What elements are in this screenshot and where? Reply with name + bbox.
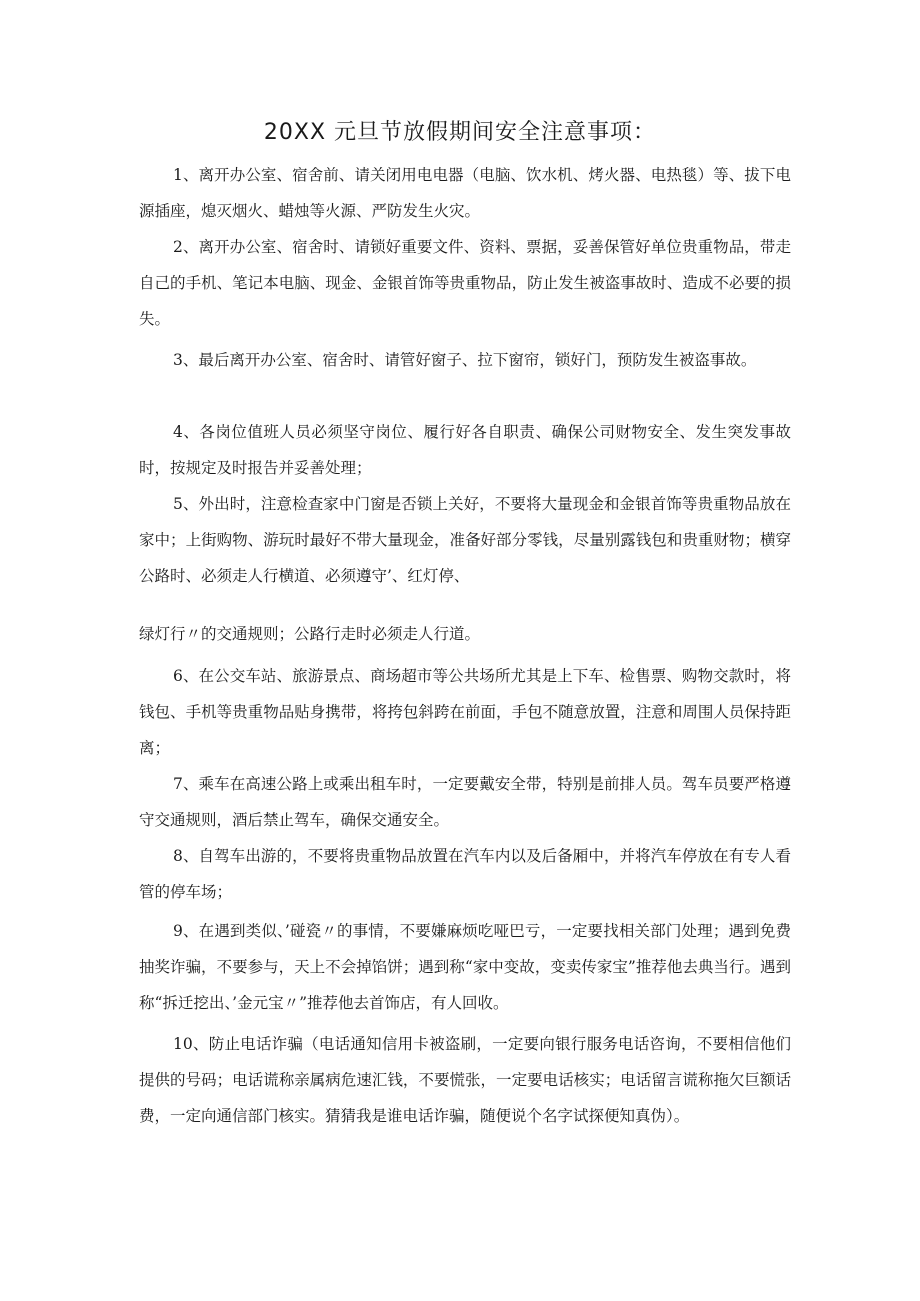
paragraph-4: 4、各岗位值班人员必须坚守岗位、履行好各自职责、确保公司财物安全、发生突发事故时，按规定及时报告并妥善处理； [139,423,791,477]
paragraph-5-continued: 绿灯行〃的交通规则；公路行走时必须走人行道。 [139,625,481,643]
paragraph-1: 1、离开办公室、宿舍前、请关闭用电电器（电脑、饮水机、烤火器、电热毯）等、拔下电源插座，熄灭烟火、蜡烛等火源、严防发生火灾。 [139,166,791,220]
paragraph-2: 2、离开办公室、宿舍时、请锁好重要文件、资料、票据，妥善保管好单位贵重物品，带走自己的手机、笔记本电脑、现金、金银首饰等贵重物品，防止发生被盗事故时、造成不必要的损失。 [139,238,791,328]
paragraph-8: 8、自驾车出游的，不要将贵重物品放置在汽车内以及后备厢中，并将汽车停放在有专人看管的停车场； [139,847,791,901]
document-title: 20XX 元旦节放假期间安全注意事项： [263,120,657,145]
paragraph-10: 10、防止电话诈骗（电话通知信用卡被盗刷，一定要向银行服务电话咨询，不要相信他们提供的号码；电话谎称亲属病危速汇钱，不要慌张，一定要电话核实；电话留言谎称拖欠巨额话费，一定向通信部门核实。猜猜我是谁电话诈骗，随便说个名字试探便知真伪）。 [139,1035,791,1125]
paragraph-6: 6、在公交车站、旅游景点、商场超市等公共场所尤其是上下车、检售票、购物交款时，将钱包、手机等贵重物品贴身携带，将挎包斜跨在前面，手包不随意放置，注意和周围人员保持距离； [139,667,791,757]
paragraph-9: 9、在遇到类似、’碰瓷〃的事情，不要嫌麻烦吃哑巴亏，一定要找相关部门处理；遇到免费抽奖诈骗，不要参与，天上不会掉馅饼；遇到称“家中变故，变卖传家宝”推荐他去典当行。遇到称“拆迁挖出、’金元宝〃”推荐他去首饰店，有人回收。 [139,922,791,1012]
paragraph-5: 5、外出时，注意检查家中门窗是否锁上关好，不要将大量现金和金银首饰等贵重物品放在家中；上街购物、游玩时最好不带大量现金，准备好部分零钱，尽量别露钱包和贵重财物；横穿公路时、必须走人行横道、必须遵守’、红灯停、 [139,495,791,585]
paragraph-7: 7、乘车在高速公路上或乘出租车时，一定要戴安全带，特别是前排人员。驾车员要严格遵守交通规则，酒后禁止驾车，确保交通安全。 [139,775,791,829]
paragraph-3: 3、最后离开办公室、宿舍时、请管好窗子、拉下窗帘，锁好门，预防发生被盗事故。 [173,351,757,369]
